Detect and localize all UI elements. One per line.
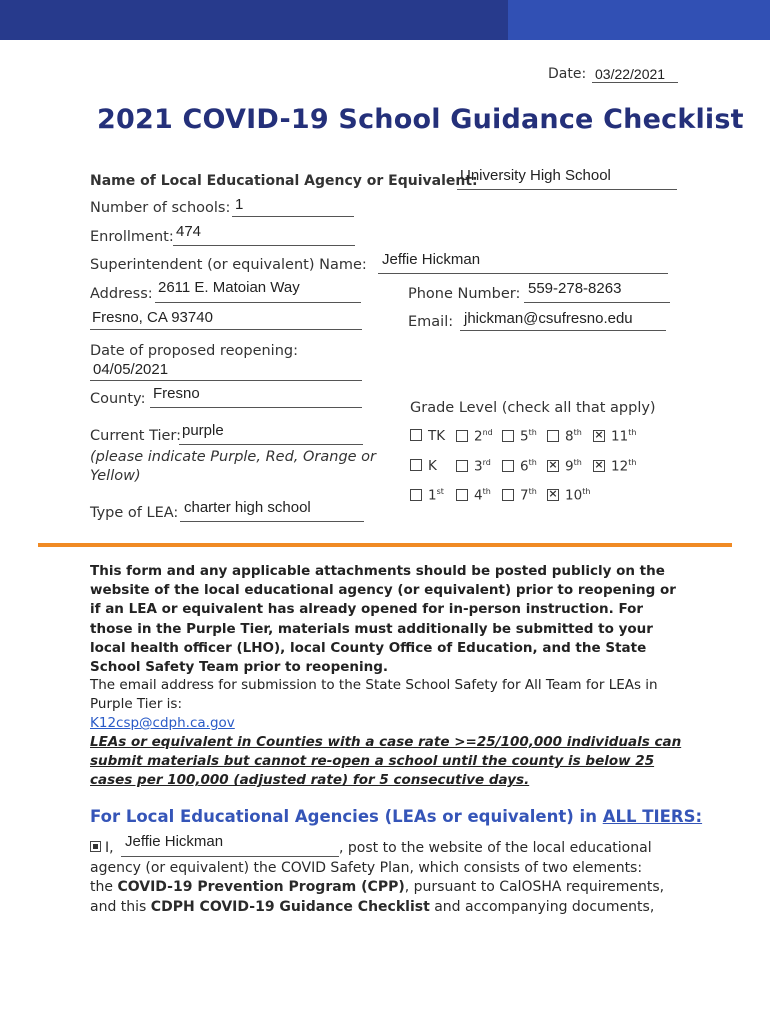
grade-tk-checkbox[interactable] — [410, 429, 422, 441]
date-label: Date: — [548, 66, 587, 82]
grade-2[interactable] — [456, 428, 493, 445]
certify-line2: agency (or equivalent) the COVID Safety Plan, which consists of two elements: — [90, 860, 643, 876]
certify-line3 — [90, 879, 664, 895]
section-divider — [38, 543, 732, 547]
grade-8-suffix: th — [573, 428, 582, 437]
checklist-term: CDPH COVID-19 Guidance Checklist — [150, 899, 430, 915]
enrollment-value: 474 — [176, 223, 202, 240]
grade-10[interactable] — [547, 487, 590, 504]
grade-7-suffix: th — [528, 487, 537, 496]
certify-name-value: Jeffie Hickman — [125, 833, 224, 850]
grade-1-checkbox[interactable] — [410, 489, 422, 501]
tier-label: Current Tier: — [90, 428, 182, 444]
grade-8[interactable] — [547, 428, 582, 445]
grade-4[interactable] — [456, 487, 491, 504]
notice-email-text: The email address for submission to the State School Safety for All Team for LEAs in Purple Tier is: — [90, 677, 658, 713]
grade-5[interactable] — [502, 428, 537, 445]
certify-line3-c: , pursuant to CalOSHA requirements, — [404, 879, 665, 895]
grade-12-suffix: th — [628, 458, 637, 467]
grade-11-label: 11 — [611, 428, 629, 445]
grade-level-label: Grade Level (check all that apply) — [410, 400, 656, 416]
grade-12-checkbox[interactable] — [593, 460, 605, 472]
certify-post-text: , post to the website of the local educational — [339, 840, 652, 856]
grade-8-label: 8 — [565, 428, 574, 445]
header-bar-accent — [508, 0, 770, 40]
case-rate-warning: LEAs or equivalent in Counties with a case rate >=25/100,000 individuals can submit materials but cannot re-open a school until the county is below 25 cases per 100,000 (adjusted rate) for 5 consecutive days. — [90, 734, 682, 789]
grade-2-label: 2 — [474, 428, 483, 445]
grade-1-label: 1 — [428, 487, 437, 504]
grade-1-suffix: st — [436, 487, 444, 496]
grade-k-checkbox[interactable] — [410, 459, 422, 471]
schools-field[interactable] — [232, 198, 354, 217]
grade-9-label: 9 — [565, 458, 574, 475]
grade-tk-label: TK — [428, 428, 446, 444]
grade-11-suffix: th — [628, 428, 637, 437]
all-tiers-heading-prefix: For Local Educational Agencies (LEAs or equivalent) in — [90, 807, 603, 826]
grade-2-suffix: nd — [482, 428, 493, 437]
grade-12[interactable] — [593, 458, 636, 475]
grade-5-label: 5 — [520, 428, 529, 445]
superintendent-label: Superintendent (or equivalent) Name: — [90, 257, 367, 273]
notice-email-link-row — [90, 714, 690, 733]
lea-type-label: Type of LEA: — [90, 505, 179, 521]
county-value: Fresno — [153, 385, 200, 402]
enrollment-label: Enrollment: — [90, 229, 174, 245]
grade-9-suffix: th — [573, 458, 582, 467]
certify-line4 — [90, 899, 654, 915]
address-line2-value: Fresno, CA 93740 — [92, 309, 213, 326]
cpp-term: COVID-19 Prevention Program (CPP) — [117, 879, 405, 895]
lea-type-value: charter high school — [184, 499, 311, 516]
grade-5-checkbox[interactable] — [502, 430, 514, 442]
page-title: 2021 COVID-19 School Guidance Checklist — [97, 104, 744, 135]
grade-11[interactable] — [593, 428, 636, 445]
phone-label: Phone Number: — [408, 286, 521, 302]
date-value: 03/22/2021 — [595, 66, 666, 82]
grade-6-suffix: th — [528, 458, 537, 467]
lea-name-value: University High School — [460, 167, 611, 184]
all-tiers-heading-underlined: ALL TIERS: — [602, 807, 703, 826]
schools-value: 1 — [235, 196, 244, 213]
grade-2-checkbox[interactable] — [456, 430, 468, 442]
schools-label: Number of schools: — [90, 200, 231, 216]
grade-11-checkbox[interactable] — [593, 430, 605, 442]
phone-value: 559-278-8263 — [528, 280, 622, 297]
grade-3[interactable] — [456, 458, 491, 475]
grade-6[interactable] — [502, 458, 537, 475]
all-tiers-heading — [90, 807, 702, 826]
grade-1[interactable] — [410, 487, 444, 504]
certify-line4-c: and accompanying documents, — [429, 899, 655, 915]
grade-7-label: 7 — [520, 487, 529, 504]
grade-3-suffix: rd — [482, 458, 491, 467]
submission-email-link[interactable]: K12csp@cdph.ca.gov — [90, 715, 235, 731]
grade-5-suffix: th — [528, 428, 537, 437]
certify-checkbox[interactable] — [90, 841, 101, 852]
tier-hint-line2: Yellow) — [90, 468, 141, 484]
grade-k[interactable] — [410, 458, 437, 474]
grade-3-label: 3 — [474, 458, 483, 475]
certify-row — [90, 840, 114, 856]
grade-8-checkbox[interactable] — [547, 430, 559, 442]
grade-4-label: 4 — [474, 487, 483, 504]
grade-6-checkbox[interactable] — [502, 460, 514, 472]
certify-line4-a: and this — [90, 899, 151, 915]
lea-name-label: Name of Local Educational Agency or Equivalent: — [90, 173, 478, 189]
notice-paragraph: This form and any applicable attachments should be posted publicly on the website of the local educational agency (or equivalent) prior to reopening or if an LEA or equivalent has already opened for in-person instruction. For those in the Purple Tier, materials must additionally be submitted to your local health officer (LHO), local County Office of Education, and the State School Safety Team prior to reopening. — [90, 563, 676, 676]
grade-4-checkbox[interactable] — [456, 489, 468, 501]
reopen-label: Date of proposed reopening: — [90, 343, 298, 359]
tier-value: purple — [182, 422, 224, 439]
grade-10-suffix: th — [582, 487, 591, 496]
grade-10-label: 10 — [565, 487, 583, 504]
address-label: Address: — [90, 286, 153, 302]
tier-hint-line1: (please indicate Purple, Red, Orange or — [90, 449, 377, 465]
email-value: jhickman@csufresno.edu — [464, 310, 633, 327]
grade-6-label: 6 — [520, 458, 529, 475]
superintendent-value: Jeffie Hickman — [382, 251, 481, 268]
grade-4-suffix: th — [482, 487, 491, 496]
email-label: Email: — [408, 314, 454, 330]
address-line1-value: 2611 E. Matoian Way — [158, 279, 300, 296]
grade-12-label: 12 — [611, 458, 629, 475]
certify-line3-a: the — [90, 879, 118, 895]
certify-i-prefix: I, — [105, 840, 114, 856]
grade-9-checkbox[interactable] — [547, 460, 559, 472]
reopen-value: 04/05/2021 — [93, 361, 169, 378]
grade-7[interactable] — [502, 487, 537, 504]
grade-9[interactable] — [547, 458, 582, 475]
grade-tk[interactable] — [410, 428, 445, 444]
grade-7-checkbox[interactable] — [502, 489, 514, 501]
county-label: County: — [90, 391, 146, 407]
grade-k-label: K — [428, 458, 437, 474]
grade-10-checkbox[interactable] — [547, 489, 559, 501]
grade-3-checkbox[interactable] — [456, 460, 468, 472]
